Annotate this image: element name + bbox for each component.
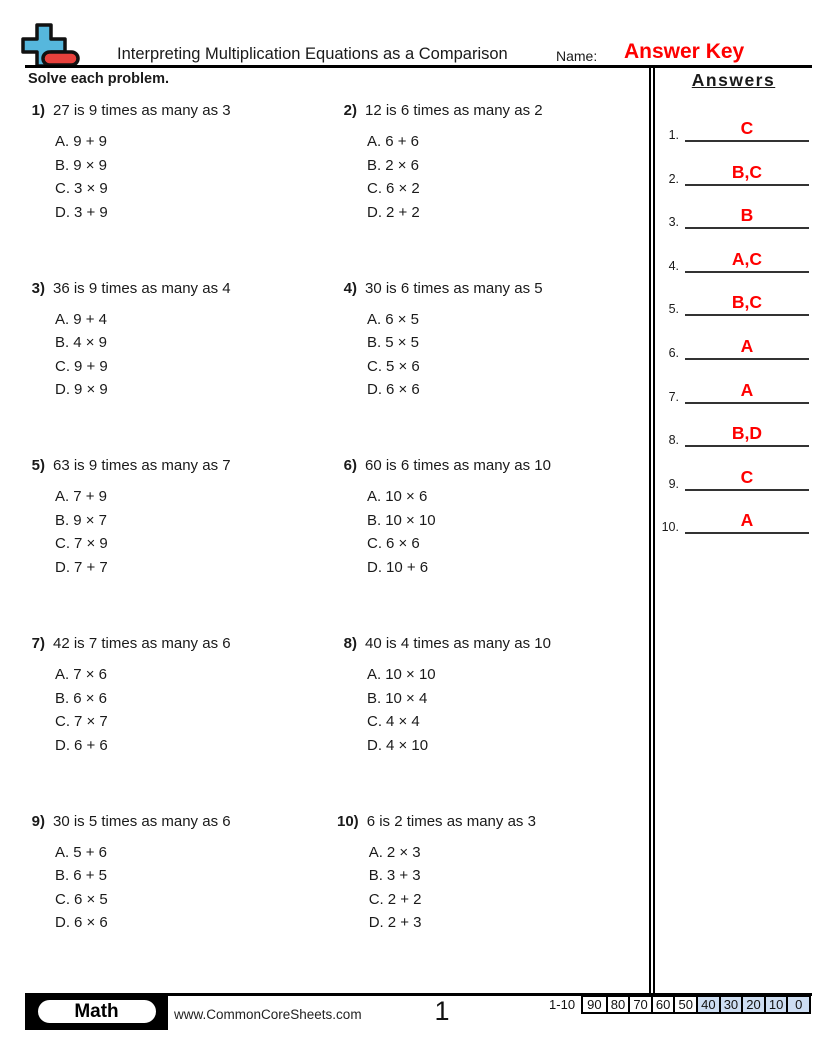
option-text: 4 × 10 (386, 736, 429, 754)
problem-number: 1) (31, 102, 45, 119)
answer-option (369, 888, 536, 912)
problem (337, 279, 649, 457)
problem-options (53, 663, 231, 757)
option-text: 9 × 7 (73, 511, 107, 529)
answer-option (55, 201, 231, 225)
option-text: 10 × 10 (385, 666, 436, 684)
answer-slot (657, 201, 809, 229)
answer-key-text: Answer Key (624, 40, 745, 63)
answer-option (55, 911, 231, 935)
answer-value: A (740, 336, 754, 356)
problem-body (53, 812, 231, 935)
answer-option (55, 710, 231, 734)
answer-number: 2. (668, 171, 679, 186)
website-url: www.CommonCoreSheets.com (174, 1007, 362, 1022)
answer-option (55, 532, 231, 556)
answer-number: 4. (668, 258, 679, 273)
grading-cell: 20 (741, 997, 764, 1012)
option-letter: A. (368, 843, 383, 861)
problem-body (365, 101, 543, 224)
problem-question: 27 is 9 times as many as 3 (53, 102, 231, 119)
option-text: 6 × 5 (385, 310, 419, 328)
answer-option (369, 911, 536, 935)
problem-body (53, 101, 231, 224)
problem-number: 8) (343, 635, 357, 653)
problem-number: 3) (31, 279, 45, 297)
answer-option (55, 308, 231, 332)
problem (337, 456, 649, 634)
option-letter: B. (367, 689, 382, 707)
answer-value: A (740, 510, 754, 531)
answer-number: 7. (668, 389, 679, 404)
option-letter: B. (55, 511, 70, 529)
answer-option (55, 130, 231, 154)
problem-options (365, 130, 543, 224)
name-label: Name: (556, 48, 598, 64)
answer-value: B (740, 205, 754, 226)
option-letter: A. (55, 133, 70, 150)
option-text: 2 + 3 (387, 914, 422, 932)
answer-blank-line (685, 380, 809, 404)
grading-cell: 40 (696, 997, 719, 1012)
problem-question: 12 is 6 times as many as 2 (365, 102, 543, 119)
problem-options (53, 485, 231, 579)
option-text: 3 + 3 (386, 867, 421, 885)
grading-cell: 50 (673, 997, 696, 1012)
answer-option (367, 130, 543, 154)
option-letter: C. (55, 357, 70, 375)
grading-cell: 80 (606, 997, 629, 1012)
option-text: 6 × 2 (386, 180, 420, 197)
option-text: 6 × 6 (386, 535, 420, 553)
answer-option (55, 841, 231, 865)
problem-question: 42 is 7 times as many as 6 (53, 635, 231, 653)
plus-minus-logo-icon (18, 12, 82, 70)
problem-options (53, 841, 231, 935)
option-letter: A. (55, 666, 70, 684)
problem (25, 101, 337, 279)
answer-blank-line (685, 336, 809, 360)
answers-panel (655, 0, 812, 995)
option-text: 2 + 2 (386, 203, 420, 221)
problem-options (365, 663, 551, 757)
option-text: 7 + 7 (74, 558, 108, 576)
answer-value: C (740, 466, 754, 487)
problem (25, 634, 337, 812)
answer-slot (657, 158, 809, 186)
answer-option (55, 663, 231, 687)
answer-option (55, 331, 231, 355)
option-letter: B. (55, 689, 70, 707)
option-text: 5 + 6 (73, 843, 107, 861)
option-text: 6 × 6 (73, 689, 107, 707)
answer-option (55, 378, 231, 402)
answer-value: B,D (731, 423, 763, 444)
option-text: 7 + 9 (73, 488, 107, 506)
answer-slot (657, 419, 809, 447)
problem-question: 63 is 9 times as many as 7 (53, 457, 231, 475)
grading-strip (549, 995, 811, 1014)
answer-slot (657, 332, 809, 360)
option-text: 7 × 9 (74, 535, 108, 553)
answer-blank-line (685, 292, 809, 316)
option-letter: D. (55, 558, 70, 576)
answer-slot (657, 463, 809, 491)
answer-option (367, 378, 543, 402)
answer-option (55, 888, 231, 912)
answer-option (367, 509, 551, 533)
problem (337, 812, 649, 990)
answer-option (367, 201, 543, 225)
option-letter: D. (55, 736, 70, 754)
answer-option (55, 485, 231, 509)
answer-blank-line (685, 423, 809, 447)
problem-number: 2) (343, 102, 357, 119)
option-text: 5 × 6 (386, 357, 420, 375)
problem-body (365, 279, 543, 402)
answer-slot (657, 376, 809, 404)
option-letter: D. (367, 558, 382, 576)
grading-range-label: 1-10 (549, 997, 576, 1012)
answer-value: B,C (731, 161, 763, 182)
problem-number: 9) (31, 812, 45, 830)
problem-question: 40 is 4 times as many as 10 (365, 635, 551, 653)
problem (337, 634, 649, 812)
option-text: 3 + 9 (74, 203, 108, 221)
option-text: 10 × 6 (385, 488, 428, 506)
option-text: 7 × 6 (73, 666, 107, 684)
answer-number: 1. (668, 128, 679, 142)
problem-question: 6 is 2 times as many as 3 (366, 812, 536, 830)
option-letter: C. (55, 713, 70, 731)
answer-slot (657, 245, 809, 273)
option-text: 6 + 5 (73, 867, 107, 885)
option-letter: A. (55, 488, 70, 506)
option-text: 9 × 9 (73, 156, 107, 174)
answer-value: A,C (731, 248, 763, 269)
answer-number: 5. (668, 302, 679, 317)
problem-body (53, 279, 231, 402)
option-letter: D. (55, 381, 70, 399)
answer-option (369, 864, 536, 888)
answer-number: 10. (661, 520, 679, 535)
problem-number: 5) (31, 457, 45, 475)
page-title: Interpreting Multiplication Equations as a Comparison (117, 45, 508, 63)
option-text: 10 + 6 (386, 558, 429, 576)
answer-option (367, 663, 551, 687)
option-text: 9 + 4 (73, 310, 107, 328)
option-letter: C. (55, 535, 70, 553)
answer-number: 8. (668, 433, 679, 448)
answer-number: 9. (668, 476, 679, 491)
option-letter: D. (55, 914, 70, 932)
problem-body (53, 456, 231, 579)
option-letter: B. (55, 334, 70, 352)
problem-options (53, 308, 231, 402)
answer-option (367, 485, 551, 509)
option-letter: B. (367, 334, 382, 352)
answer-blank-line (685, 510, 809, 534)
option-letter: C. (368, 890, 384, 908)
grading-cells (581, 995, 811, 1014)
answer-blank-line (685, 118, 809, 142)
option-text: 6 × 5 (74, 890, 108, 908)
option-letter: A. (55, 843, 70, 861)
problem-options (367, 841, 536, 935)
option-letter: C. (55, 180, 70, 197)
option-letter: A. (367, 310, 382, 328)
problem-options (365, 485, 551, 579)
option-letter: B. (367, 511, 382, 529)
problem (25, 456, 337, 634)
option-text: 6 × 6 (386, 381, 420, 399)
option-letter: D. (368, 914, 384, 932)
answer-value: C (740, 118, 754, 138)
option-text: 3 × 9 (74, 180, 108, 197)
option-text: 10 × 4 (385, 689, 428, 707)
option-text: 6 + 6 (385, 133, 419, 150)
answer-blank-line (685, 205, 809, 229)
option-text: 2 + 2 (387, 890, 422, 908)
answer-slot (657, 506, 809, 534)
answer-value: A (740, 379, 754, 400)
answer-slot (657, 114, 809, 142)
option-text: 5 × 5 (385, 334, 419, 352)
problem-body (367, 812, 536, 935)
answer-number: 3. (668, 215, 679, 230)
option-letter: D. (367, 203, 382, 221)
subject-label: Math (36, 998, 158, 1025)
option-letter: B. (55, 867, 70, 885)
option-letter: A. (367, 133, 382, 150)
option-letter: C. (367, 713, 382, 731)
grading-cell: 30 (719, 997, 742, 1012)
answer-option (55, 355, 231, 379)
answer-option (55, 177, 231, 201)
option-letter: A. (55, 310, 70, 328)
problem-body (53, 634, 231, 757)
option-text: 6 × 6 (74, 914, 108, 932)
grading-cell: 10 (764, 997, 787, 1012)
option-letter: D. (55, 203, 70, 221)
problem-question: 60 is 6 times as many as 10 (365, 457, 551, 475)
answer-option (369, 841, 536, 865)
option-letter: C. (367, 535, 382, 553)
problem-number: 6) (343, 457, 357, 475)
option-letter: A. (367, 666, 382, 684)
answer-option (55, 556, 231, 580)
answers-title: Answers (691, 70, 776, 90)
option-letter: B. (367, 156, 382, 174)
grading-cell: 70 (628, 997, 651, 1012)
problem-number: 4) (343, 279, 357, 297)
option-letter: C. (55, 890, 70, 908)
option-letter: A. (367, 488, 382, 506)
option-letter: D. (367, 736, 382, 754)
problems-grid (25, 101, 649, 989)
answer-option (367, 734, 551, 758)
option-letter: B. (368, 867, 383, 885)
option-text: 4 × 4 (386, 713, 420, 731)
answer-option (55, 864, 231, 888)
answer-option (367, 154, 543, 178)
grading-cell: 90 (583, 997, 606, 1012)
answer-slot (657, 288, 809, 316)
option-text: 2 × 6 (385, 156, 419, 174)
grading-cell: 0 (786, 997, 809, 1012)
answer-option (367, 532, 551, 556)
answer-option (55, 687, 231, 711)
option-letter: D. (367, 381, 382, 399)
option-letter: C. (367, 180, 382, 197)
option-letter: C. (367, 357, 382, 375)
problem-body (365, 456, 551, 579)
problem-question: 30 is 6 times as many as 5 (365, 279, 543, 297)
answer-option (367, 308, 543, 332)
option-text: 4 × 9 (73, 334, 107, 352)
problem-options (53, 130, 231, 224)
option-text: 10 × 10 (385, 511, 436, 529)
answer-value: B,C (731, 292, 763, 313)
option-text: 6 + 6 (74, 736, 108, 754)
answer-blank-line (685, 162, 809, 186)
option-text: 7 × 7 (74, 713, 108, 731)
problem-question: 36 is 9 times as many as 4 (53, 279, 231, 297)
problem (25, 279, 337, 457)
answer-option (367, 177, 543, 201)
answer-option (55, 509, 231, 533)
answer-option (367, 710, 551, 734)
answer-option (367, 556, 551, 580)
problem-number: 10) (337, 812, 359, 830)
instruction-text: Solve each problem. (28, 71, 170, 87)
grading-cell: 60 (651, 997, 674, 1012)
answer-option (367, 687, 551, 711)
problem (337, 101, 649, 279)
option-text: 2 × 3 (386, 843, 421, 861)
answer-number: 6. (668, 346, 679, 360)
option-letter: B. (55, 156, 70, 174)
page-number: 1 (434, 996, 450, 1026)
answer-option (55, 154, 231, 178)
problem-question: 30 is 5 times as many as 6 (53, 812, 231, 830)
problem (25, 812, 337, 990)
option-text: 9 × 9 (74, 381, 108, 399)
problem-number: 7) (31, 635, 45, 653)
problem-options (365, 308, 543, 402)
answer-option (367, 355, 543, 379)
subject-badge (25, 993, 168, 1030)
answer-blank-line (685, 467, 809, 491)
answer-option (367, 331, 543, 355)
answer-blank-line (685, 249, 809, 273)
option-text: 9 + 9 (74, 357, 108, 375)
answer-option (55, 734, 231, 758)
option-text: 9 + 9 (73, 133, 107, 150)
problem-body (365, 634, 551, 757)
